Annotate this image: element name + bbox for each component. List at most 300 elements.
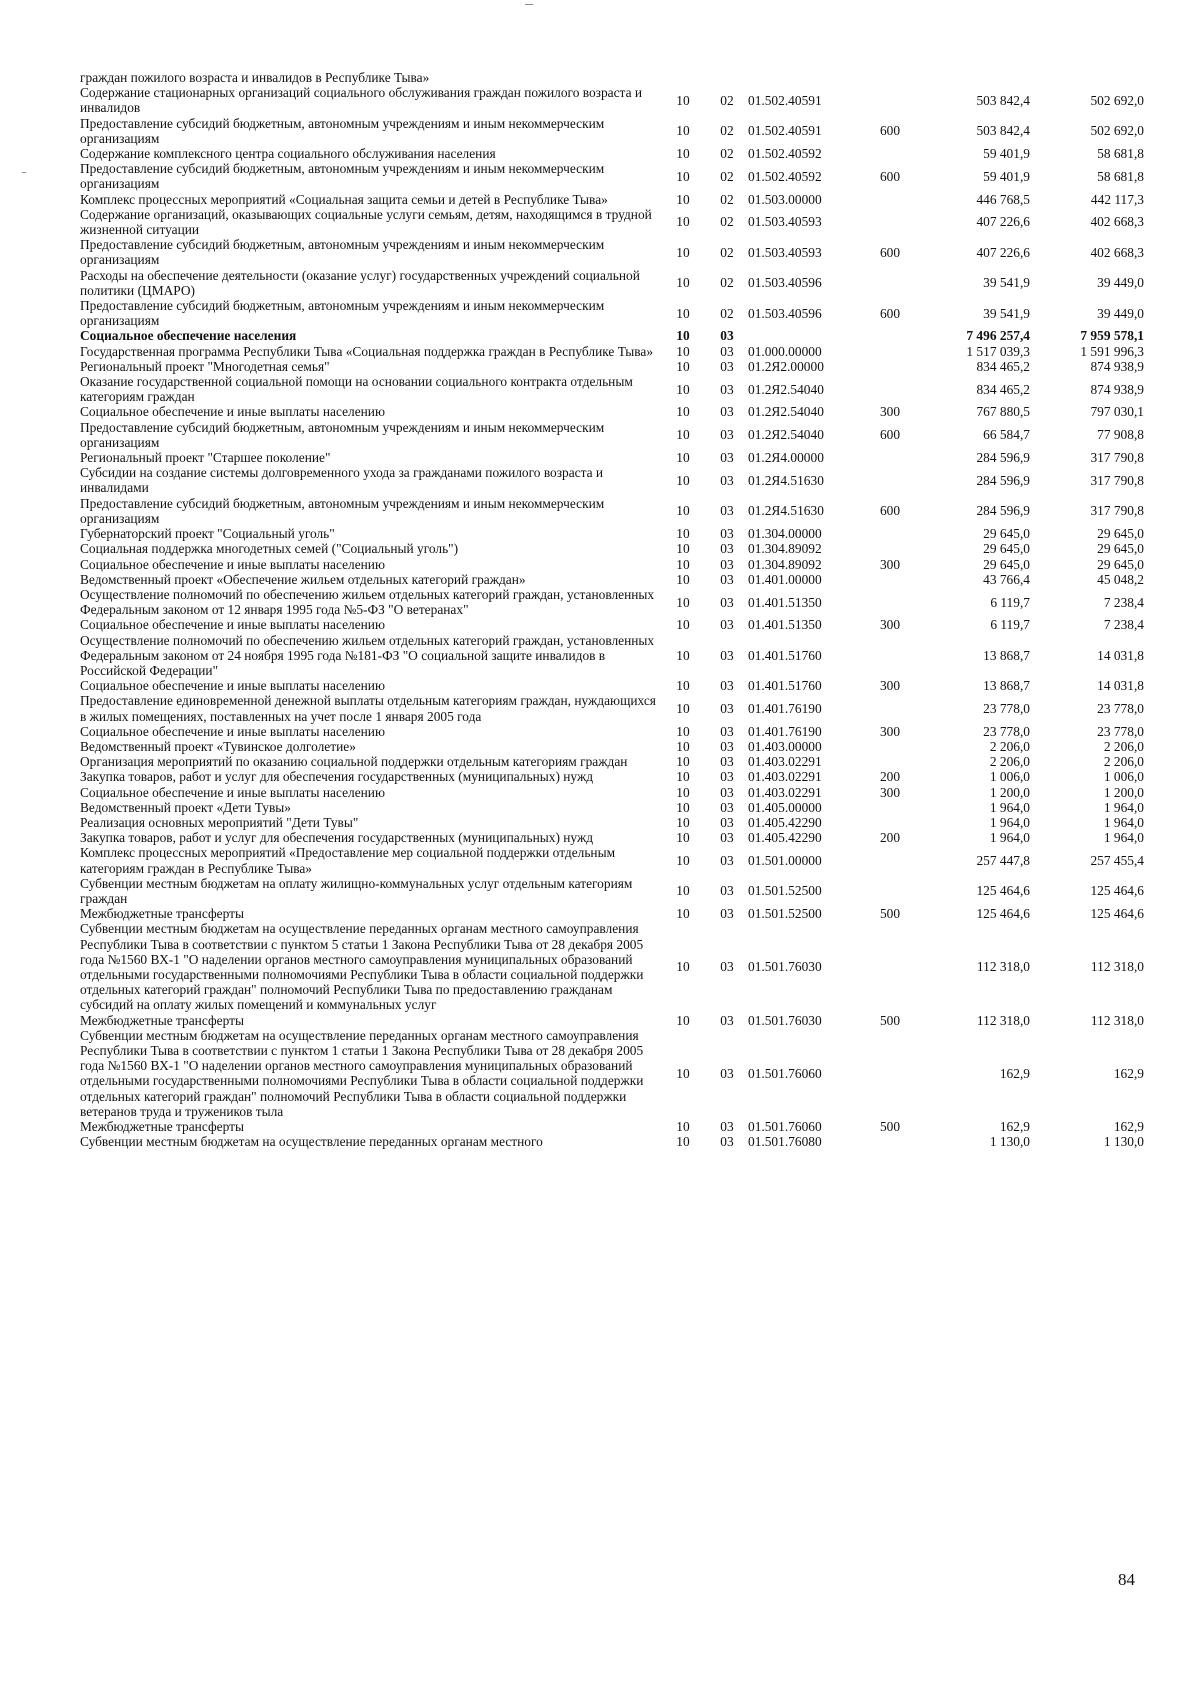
target-article-code: 01.501.76060 (748, 1065, 822, 1081)
item-name: Содержание комплексного центра социального обслуживания населения (80, 146, 496, 162)
subsection-code: 02 (720, 305, 734, 321)
subsection-code: 03 (720, 404, 734, 420)
subsection-code: 03 (720, 358, 734, 374)
target-article-code: 01.503.40593 (748, 214, 822, 230)
amount-year-2: 874 938,9 (1090, 358, 1144, 374)
table-row (80, 754, 1144, 769)
expense-type-code: 200 (879, 830, 901, 846)
amount-year-2: 162,9 (1113, 1065, 1144, 1081)
section-code: 10 (676, 450, 690, 466)
expense-type-code (864, 572, 916, 587)
amount-year-2: 29 645,0 (1097, 541, 1144, 557)
expense-type-code (864, 693, 916, 723)
amount-year-2: 162,9 (1113, 1119, 1144, 1135)
amount-year-1: 7 496 257,4 (966, 328, 1030, 344)
amount-year-1: 162,9 (999, 1119, 1030, 1135)
section-code (660, 70, 706, 85)
item-name: Социальное обеспечение и иные выплаты населению (80, 617, 385, 633)
subsection-code: 03 (720, 328, 734, 344)
item-name: Комплекс процессных мероприятий «Предоставление мер социальной поддержки отдельным категориям граждан в Республике Тыва» (80, 845, 616, 876)
item-name: Осуществление полномочий по обеспечению жильем отдельных категорий граждан, установленных Федеральным законом от 12 января 1995 года №5-ФЗ "О ветеранах" (80, 586, 655, 618)
target-article-code: 01.405.42290 (748, 814, 822, 830)
subsection-code: 02 (720, 146, 734, 162)
amount-year-1: 39 541,9 (983, 275, 1030, 291)
amount-year-2: 7 238,4 (1103, 617, 1144, 633)
expense-type-code (864, 921, 916, 1012)
item-name: Реализация основных мероприятий "Дети Тувы" (80, 814, 359, 830)
subsection-code: 03 (720, 526, 734, 542)
amount-year-1: 284 596,9 (976, 472, 1030, 488)
target-article-code: 01.304.00000 (748, 526, 822, 542)
target-article-code: 01.502.40592 (748, 146, 822, 162)
target-article-code: 01.401.76190 (748, 723, 822, 739)
table-row (80, 1134, 1144, 1149)
target-article-code: 01.304.89092 (748, 541, 822, 557)
amount-year-1: 503 842,4 (976, 123, 1030, 139)
amount-year-1: 503 842,4 (976, 92, 1030, 108)
amount-year-1: 1 964,0 (989, 814, 1030, 830)
item-name: Ведомственный проект «Тувинское долголетие» (80, 738, 356, 754)
amount-year-1: 43 766,4 (983, 571, 1030, 587)
target-article-code: 01.502.40591 (748, 123, 822, 139)
table-row (80, 693, 1144, 723)
subsection-code: 03 (720, 784, 734, 800)
expense-type-code: 500 (879, 1012, 901, 1028)
table-row (80, 359, 1144, 374)
expense-type-code (864, 268, 916, 298)
target-article-code: 01.401.00000 (748, 571, 822, 587)
subsection-code: 03 (720, 700, 734, 716)
expense-type-code: 300 (879, 678, 901, 694)
target-article-code: 01.502.40591 (748, 92, 822, 108)
subsection-code: 03 (720, 503, 734, 519)
table-row (80, 404, 1144, 419)
item-name: Межбюджетные трансферты (80, 1012, 244, 1028)
target-article-code: 01.000.00000 (748, 343, 822, 359)
item-name: Социальная поддержка многодетных семей ("Социальный уголь") (80, 541, 459, 557)
expense-type-code: 200 (879, 769, 901, 785)
subsection-code: 03 (720, 852, 734, 868)
target-article-code: 01.2Я4.51630 (748, 503, 824, 519)
table-row (80, 85, 1144, 115)
amount-year-1: 29 645,0 (983, 556, 1030, 572)
amount-year-2: 7 959 578,1 (1080, 328, 1144, 344)
item-name: Социальное обеспечение и иные выплаты населению (80, 723, 385, 739)
target-article-code: 01.501.52500 (748, 906, 822, 922)
expense-type-code (864, 800, 916, 815)
section-code: 10 (676, 556, 690, 572)
amount-year-2: 23 778,0 (1097, 723, 1144, 739)
subsection-code: 03 (720, 1012, 734, 1028)
amount-year-1: 29 645,0 (983, 526, 1030, 542)
target-article-code: 01.405.00000 (748, 799, 822, 815)
amount-year-1: 1 517 039,3 (966, 343, 1030, 359)
target-article-code: 01.2Я2.54040 (748, 381, 824, 397)
target-article-code: 01.501.52500 (748, 883, 822, 899)
item-name: Оказание государственной социальной помощи на основании социального контракта отдельным категориям граждан (80, 374, 633, 405)
amount-year-1: 112 318,0 (976, 1012, 1030, 1028)
amount-year-2: 317 790,8 (1090, 450, 1144, 466)
item-name: Содержание организаций, оказывающих социальные услуги семьям, детям, находящимся в трудной жизненной ситуации (80, 206, 652, 238)
section-code: 10 (676, 358, 690, 374)
scan-mark (22, 172, 26, 173)
amount-year-1: 6 119,7 (990, 617, 1030, 633)
item-name: Социальное обеспечение и иные выплаты населению (80, 404, 385, 420)
table-row (80, 557, 1144, 572)
amount-year-2: 58 681,8 (1097, 146, 1144, 162)
subsection-code: 02 (720, 244, 734, 260)
section-code: 10 (676, 700, 690, 716)
subsection-code: 03 (720, 754, 734, 770)
subsection-code: 02 (720, 214, 734, 230)
amount-year-1: 29 645,0 (983, 541, 1030, 557)
amount-year-1: 2 206,0 (989, 738, 1030, 754)
expense-type-code: 600 (879, 168, 901, 184)
amount-year-1: 1 200,0 (989, 784, 1030, 800)
section-code: 10 (676, 541, 690, 557)
table-row (80, 374, 1144, 404)
table-row (80, 496, 1144, 526)
item-name: Организация мероприятий по оказанию социальной поддержки отдельным категориям граждан (80, 754, 628, 770)
expense-type-code (864, 739, 916, 754)
item-name: Региональный проект "Старшее поколение" (80, 450, 331, 466)
expense-type-code: 300 (879, 404, 901, 420)
subsection-code: 03 (720, 1065, 734, 1081)
item-name: Социальное обеспечение и иные выплаты населению (80, 556, 385, 572)
amount-year-1: 407 226,6 (976, 214, 1030, 230)
amount-year-1: 2 206,0 (989, 754, 1030, 770)
amount-year-2: 14 031,8 (1097, 647, 1144, 663)
table-row (80, 785, 1144, 800)
target-article-code: 01.503.40593 (748, 244, 822, 260)
amount-year-2: 317 790,8 (1090, 503, 1144, 519)
item-name: Предоставление субсидий бюджетным, автономным учреждениям и иным некоммерческим организациям (80, 298, 605, 329)
subsection-code: 03 (720, 678, 734, 694)
table-row (80, 450, 1144, 465)
amount-year-2: 502 692,0 (1090, 92, 1144, 108)
target-article-code: 01.405.42290 (748, 830, 822, 846)
amount-year-1: 162,9 (999, 1065, 1030, 1081)
amount-year-1: 39 541,9 (983, 305, 1030, 321)
amount-year-2: 2 206,0 (1103, 754, 1144, 770)
item-name: Осуществление полномочий по обеспечению жильем отдельных категорий граждан, установленных Федеральным законом от 24 ноября 1995 года №181-ФЗ "О социальной защите инвалидов в Российской Федерации" (80, 632, 655, 678)
target-article-code (748, 328, 864, 343)
table-row (80, 572, 1144, 587)
item-name: Субвенции местным бюджетам на осуществление переданных органам местного самоуправления Республики Тыва в соответствии с пунктом 5 статьи 1 Закона Республики Тыва от 28 декабря 2005 года №1560 ВХ-1 "О наделении органов местного самоуправления муниципальных образований отдельными государственными полномочиями Республики Тыва в области социальной поддержки отдельных категорий граждан" полномочий Республики Тыва по предоставлению гражданам субсидий на оплату жилых помещений и коммунальных услуг (80, 921, 644, 1013)
amount-year-1: 66 584,7 (983, 427, 1030, 443)
target-article-code: 01.2Я4.00000 (748, 450, 824, 466)
amount-year-2: 502 692,0 (1090, 123, 1144, 139)
amount-year-2: 1 200,0 (1103, 784, 1144, 800)
section-code: 10 (676, 381, 690, 397)
item-name: Межбюджетные трансферты (80, 906, 244, 922)
table-row (80, 769, 1144, 784)
section-code: 10 (676, 594, 690, 610)
target-article-code (748, 70, 864, 85)
table-row (80, 116, 1144, 146)
table-row (80, 906, 1144, 921)
amount-year-1: 1 964,0 (989, 830, 1030, 846)
amount-year-1: 112 318,0 (976, 959, 1030, 975)
expense-type-code: 300 (879, 617, 901, 633)
table-row (80, 876, 1144, 906)
target-article-code: 01.501.76030 (748, 959, 822, 975)
amount-year-2: 112 318,0 (1090, 959, 1144, 975)
target-article-code: 01.502.40592 (748, 168, 822, 184)
section-code: 10 (676, 830, 690, 846)
amount-year-2: 125 464,6 (1090, 906, 1144, 922)
target-article-code: 01.2Я2.00000 (748, 358, 824, 374)
item-name: Предоставление единовременной денежной выплаты отдельным категориям граждан, нуждающихся в жилых помещениях, поставленных на учет после 1 января 2005 года (80, 693, 656, 724)
section-code: 10 (676, 168, 690, 184)
expense-type-code (864, 1134, 916, 1149)
amount-year-2: 1 964,0 (1103, 830, 1144, 846)
item-name: Региональный проект "Многодетная семья" (80, 358, 330, 374)
expense-type-code (864, 192, 916, 207)
amount-year-2: 14 031,8 (1097, 678, 1144, 694)
table-row (80, 526, 1144, 541)
table-row (80, 192, 1144, 207)
page-number: 84 (1118, 1570, 1135, 1589)
table-row (80, 1013, 1144, 1028)
table-row (80, 617, 1144, 632)
table-row (80, 298, 1144, 328)
budget-table (80, 70, 1144, 1149)
amount-year-2: 39 449,0 (1097, 305, 1144, 321)
amount-year-1: 6 119,7 (990, 594, 1030, 610)
subsection-code: 03 (720, 427, 734, 443)
section-code: 10 (676, 571, 690, 587)
item-name: Предоставление субсидий бюджетным, автономным учреждениям и иным некоммерческим организациям (80, 419, 605, 450)
subsection-code: 03 (720, 906, 734, 922)
subsection-code (706, 70, 748, 85)
target-article-code: 01.403.02291 (748, 754, 822, 770)
section-code: 10 (676, 526, 690, 542)
section-code: 10 (676, 678, 690, 694)
section-code: 10 (676, 123, 690, 139)
item-name: Субвенции местным бюджетам на осуществление переданных органам местного (80, 1134, 543, 1150)
amount-year-2: 23 778,0 (1097, 700, 1144, 716)
item-name: Межбюджетные трансферты (80, 1119, 244, 1135)
expense-type-code: 600 (879, 427, 901, 443)
section-code: 10 (676, 906, 690, 922)
table-row (80, 541, 1144, 556)
amount-year-1 (916, 70, 1030, 85)
target-article-code: 01.501.00000 (748, 852, 822, 868)
subsection-code: 03 (720, 799, 734, 815)
expense-type-code (864, 633, 916, 679)
section-code: 10 (676, 784, 690, 800)
expense-type-code: 600 (879, 244, 901, 260)
table-row (80, 146, 1144, 161)
amount-year-1: 1 130,0 (989, 1134, 1030, 1150)
subsection-code: 03 (720, 556, 734, 572)
amount-year-1: 834 465,2 (976, 381, 1030, 397)
section-code: 10 (676, 275, 690, 291)
section-code: 10 (676, 404, 690, 420)
expense-type-code: 600 (879, 123, 901, 139)
amount-year-2: 7 238,4 (1103, 594, 1144, 610)
amount-year-1: 59 401,9 (983, 146, 1030, 162)
budget-table-body (80, 70, 1144, 1149)
table-row (80, 344, 1144, 359)
section-code: 10 (676, 244, 690, 260)
amount-year-2: 797 030,1 (1090, 404, 1144, 420)
amount-year-2: 45 048,2 (1097, 571, 1144, 587)
section-code: 10 (676, 883, 690, 899)
expense-type-code: 300 (879, 723, 901, 739)
amount-year-2 (1030, 70, 1144, 85)
amount-year-2: 874 938,9 (1090, 381, 1144, 397)
expense-type-code (864, 815, 916, 830)
subsection-code: 03 (720, 647, 734, 663)
table-row (80, 815, 1144, 830)
expense-type-code (864, 85, 916, 115)
amount-year-2: 29 645,0 (1097, 556, 1144, 572)
amount-year-1: 13 868,7 (983, 678, 1030, 694)
expense-type-code: 500 (879, 906, 901, 922)
expense-type-code: 600 (879, 305, 901, 321)
expense-type-code (864, 526, 916, 541)
table-row (80, 633, 1144, 679)
expense-type-code: 600 (879, 503, 901, 519)
expense-type-code (864, 1028, 916, 1119)
section-code: 10 (676, 1134, 690, 1150)
target-article-code: 01.501.76080 (748, 1134, 822, 1150)
subsection-code: 03 (720, 1119, 734, 1135)
item-name: Социальное обеспечение и иные выплаты населению (80, 678, 385, 694)
subsection-code: 02 (720, 168, 734, 184)
subsection-code: 03 (720, 769, 734, 785)
amount-year-2: 402 668,3 (1090, 214, 1144, 230)
amount-year-1: 23 778,0 (983, 700, 1030, 716)
table-row (80, 268, 1144, 298)
item-name: Предоставление субсидий бюджетным, автономным учреждениям и иным некоммерческим организациям (80, 495, 605, 526)
expense-type-code (864, 465, 916, 495)
amount-year-1: 767 880,5 (976, 404, 1030, 420)
expense-type-code (864, 845, 916, 875)
subsection-code: 02 (720, 92, 734, 108)
expense-type-code (864, 587, 916, 617)
item-name: Субвенции местным бюджетам на осуществление переданных органам местного самоуправления Республики Тыва в соответствии с пунктом 1 статьи 1 Закона Республики Тыва от 28 декабря 2005 года №1560 ВХ-1 "О наделении органов местного самоуправления муниципальных образований отдельными государственными полномочиями Республики Тыва в области социальной поддержки отдельных категорий граждан" полномочий Республики Тыва в области социальной поддержки ветеранов труда и тружеников тыла (80, 1027, 644, 1119)
subsection-code: 02 (720, 191, 734, 207)
item-name: Социальное обеспечение и иные выплаты населению (80, 784, 385, 800)
amount-year-1: 407 226,6 (976, 244, 1030, 260)
amount-year-1: 834 465,2 (976, 358, 1030, 374)
table-row (80, 70, 1144, 85)
amount-year-2: 1 964,0 (1103, 814, 1144, 830)
subsection-code: 02 (720, 123, 734, 139)
table-row (80, 328, 1144, 343)
amount-year-2: 77 908,8 (1097, 427, 1144, 443)
table-row (80, 1119, 1144, 1134)
item-name: Субсидии на создание системы долговременного ухода за гражданами пожилого возраста и инвалидами (80, 465, 604, 496)
section-code: 10 (676, 738, 690, 754)
expense-type-code (864, 541, 916, 556)
amount-year-2: 125 464,6 (1090, 883, 1144, 899)
item-name: Государственная программа Республики Тыва «Социальная поддержка граждан в Республике Тыва» (80, 343, 654, 359)
subsection-code: 03 (720, 883, 734, 899)
section-code: 10 (676, 647, 690, 663)
table-row (80, 161, 1144, 191)
section-code: 10 (676, 503, 690, 519)
amount-year-1: 257 447,8 (976, 852, 1030, 868)
table-row (80, 587, 1144, 617)
target-article-code: 01.2Я2.54040 (748, 427, 824, 443)
item-name: Предоставление субсидий бюджетным, автономным учреждениям и иным некоммерческим организациям (80, 115, 605, 146)
amount-year-2: 402 668,3 (1090, 244, 1144, 260)
table-row (80, 845, 1144, 875)
section-code: 10 (676, 343, 690, 359)
expense-type-code: 300 (879, 784, 901, 800)
target-article-code: 01.503.40596 (748, 305, 822, 321)
section-code: 10 (676, 769, 690, 785)
item-name: Содержание стационарных организаций социального обслуживания граждан пожилого возраста и инвалидов (80, 85, 643, 116)
amount-year-2: 442 117,3 (1090, 191, 1144, 207)
amount-year-2: 257 455,4 (1090, 852, 1144, 868)
expense-type-code (864, 328, 916, 343)
amount-year-1: 446 768,5 (976, 191, 1030, 207)
scan-mark (525, 4, 533, 5)
section-code: 10 (676, 1065, 690, 1081)
amount-year-2: 39 449,0 (1097, 275, 1144, 291)
target-article-code: 01.401.51350 (748, 594, 822, 610)
amount-year-1: 59 401,9 (983, 168, 1030, 184)
section-code: 10 (676, 92, 690, 108)
table-row (80, 678, 1144, 693)
item-name: Ведомственный проект «Обеспечение жильем отдельных категорий граждан» (80, 571, 526, 587)
subsection-code: 03 (720, 343, 734, 359)
target-article-code: 01.401.51350 (748, 617, 822, 633)
table-row (80, 800, 1144, 815)
table-row (80, 1028, 1144, 1119)
expense-type-code (864, 70, 916, 85)
section-code: 10 (676, 723, 690, 739)
amount-year-1: 23 778,0 (983, 723, 1030, 739)
target-article-code: 01.503.40596 (748, 275, 822, 291)
expense-type-code (864, 344, 916, 359)
item-name: Субвенции местным бюджетам на оплату жилищно-коммунальных услуг отдельным категориям граждан (80, 875, 633, 906)
section-code: 10 (676, 959, 690, 975)
target-article-code: 01.501.76060 (748, 1119, 822, 1135)
subsection-code: 03 (720, 541, 734, 557)
table-row (80, 724, 1144, 739)
amount-year-2: 58 681,8 (1097, 168, 1144, 184)
target-article-code: 01.403.02291 (748, 784, 822, 800)
table-row (80, 420, 1144, 450)
table-row (80, 207, 1144, 237)
subsection-code: 03 (720, 723, 734, 739)
target-article-code: 01.403.02291 (748, 769, 822, 785)
target-article-code: 01.501.76030 (748, 1012, 822, 1028)
item-name: Расходы на обеспечение деятельности (оказание услуг) государственных учреждений социальной политики (ЦМАРО) (80, 267, 640, 298)
amount-year-2: 317 790,8 (1090, 472, 1144, 488)
target-article-code: 01.401.76190 (748, 700, 822, 716)
item-name: Комплекс процессных мероприятий «Социальная защита семьи и детей в Республике Тыва» (80, 191, 608, 207)
table-row (80, 830, 1144, 845)
target-article-code: 01.503.00000 (748, 191, 822, 207)
section-code: 10 (676, 1119, 690, 1135)
section-code: 10 (676, 472, 690, 488)
section-code: 10 (676, 214, 690, 230)
target-article-code: 01.401.51760 (748, 647, 822, 663)
subsection-code: 03 (720, 830, 734, 846)
section-code: 10 (676, 1012, 690, 1028)
section-code: 10 (676, 754, 690, 770)
expense-type-code (864, 207, 916, 237)
section-code: 10 (676, 328, 690, 344)
amount-year-1: 284 596,9 (976, 503, 1030, 519)
